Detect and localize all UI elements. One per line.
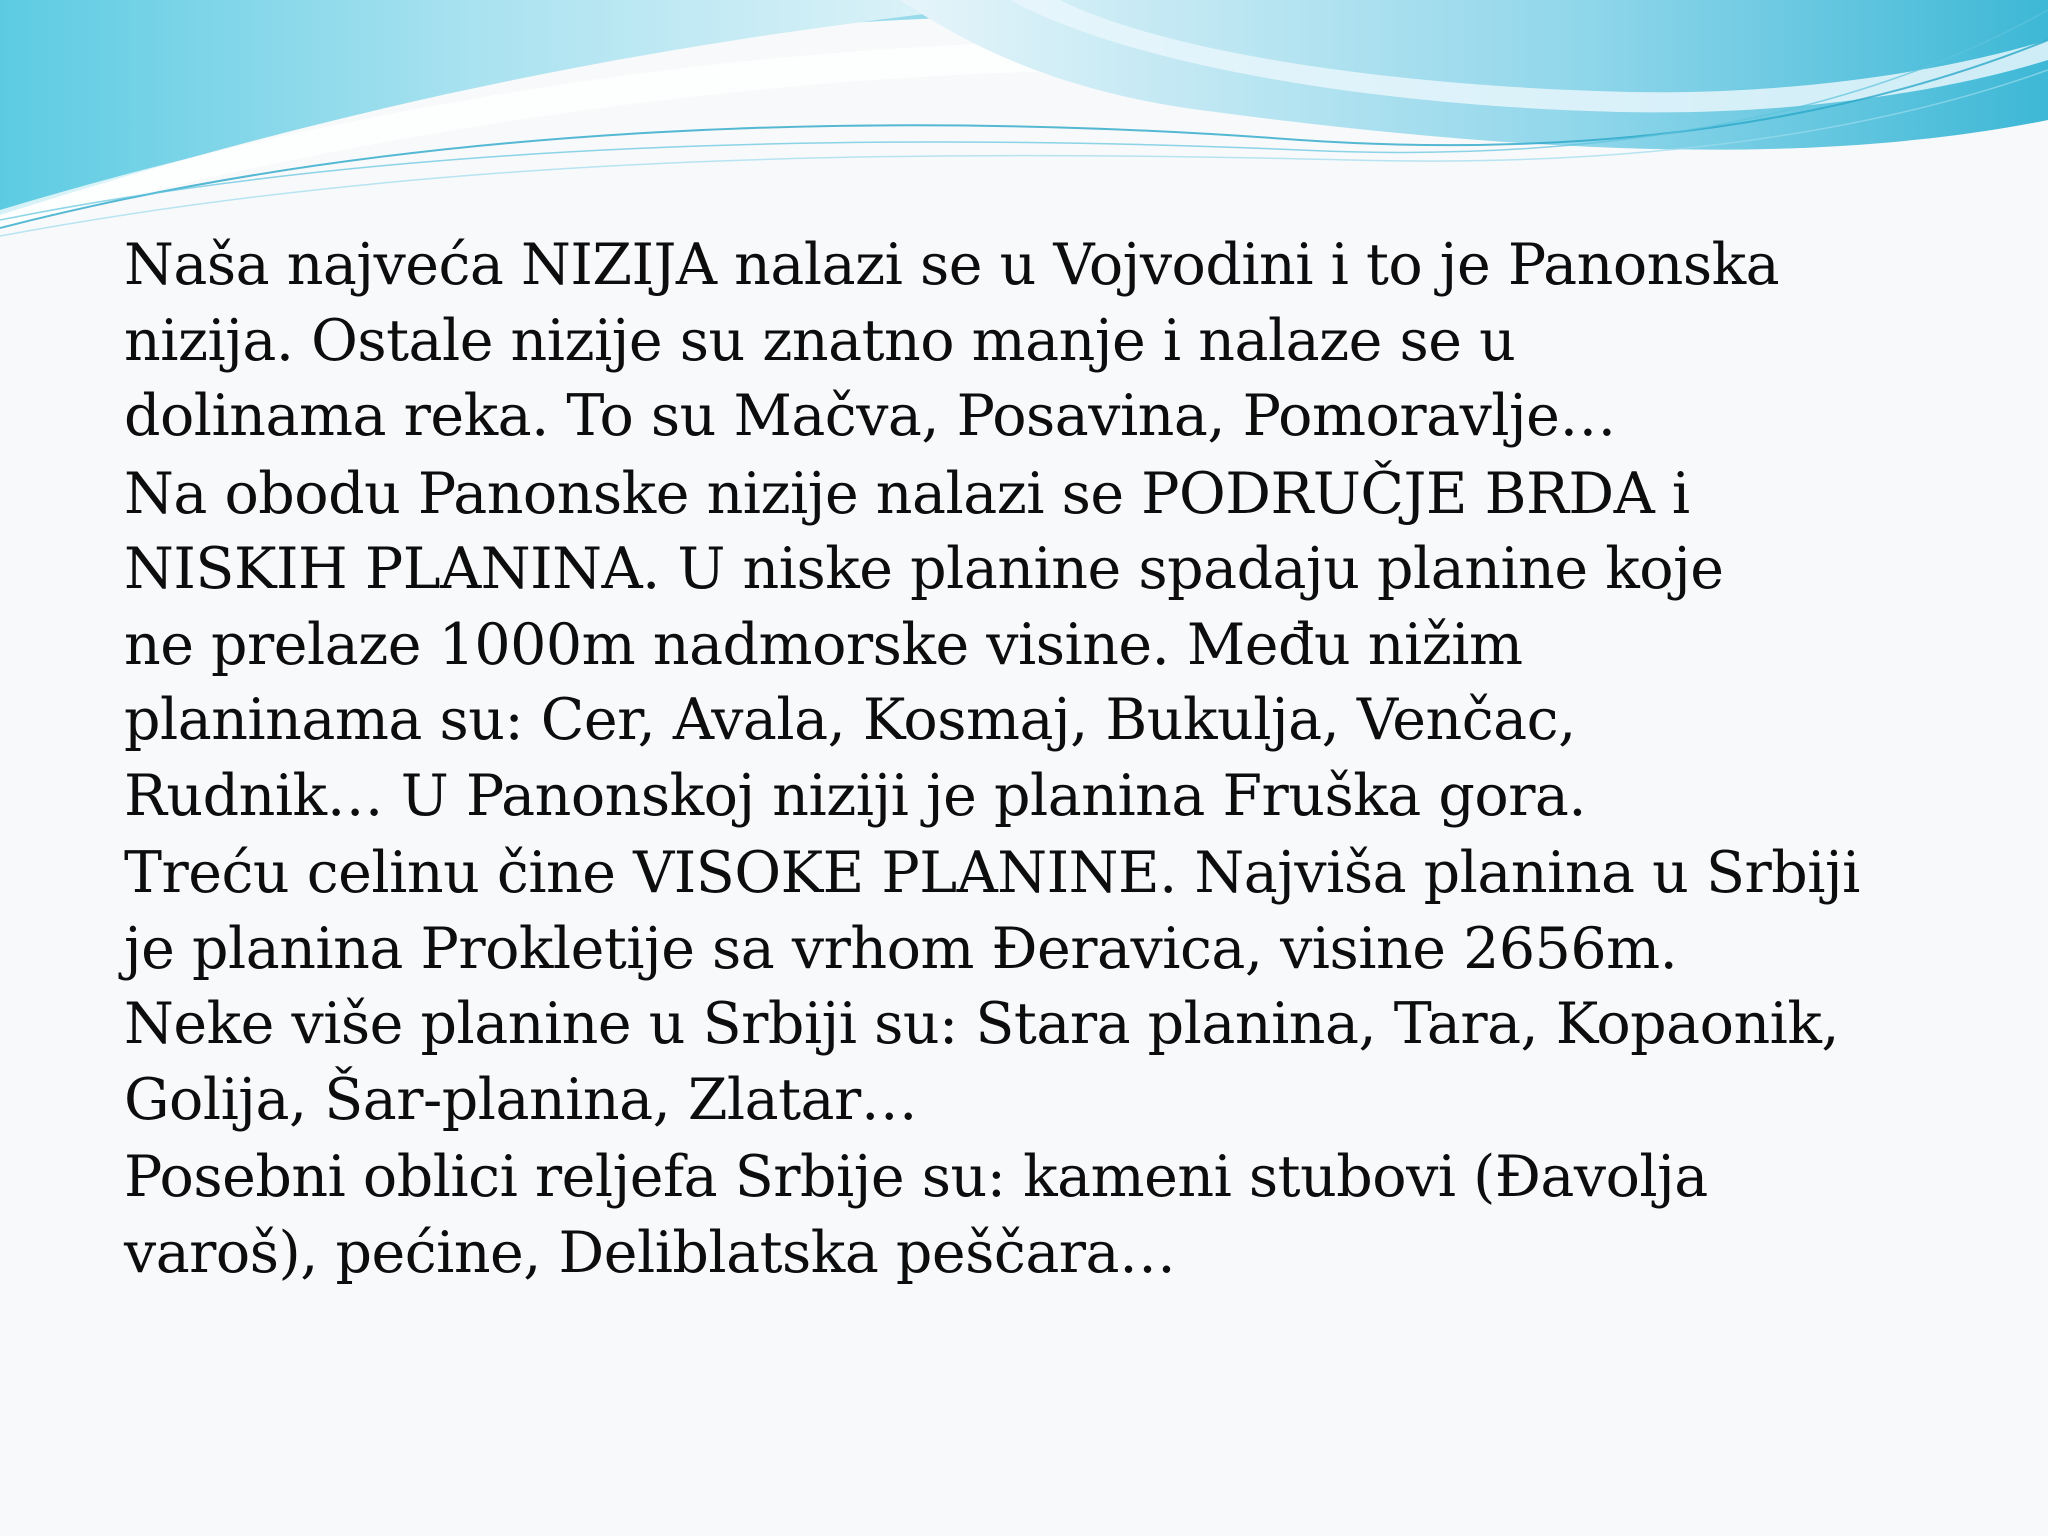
text-line: nizija. Ostale nizije su znatno manje i nalaze se u bbox=[124, 307, 1516, 374]
text-line: Na obodu Panonske nizije nalazi se PODRUČJE BRDA i bbox=[124, 460, 1690, 527]
text-line: Treću celinu čine VISOKE PLANINE. Najviša planina u Srbiji bbox=[124, 840, 1860, 906]
paragraph-brda bbox=[124, 457, 1974, 835]
header-wave-decoration bbox=[0, 0, 2048, 260]
text-line: Posebni oblici reljefa Srbije su: kameni stubovi (Đavolja bbox=[124, 1144, 1708, 1210]
text-line: je planina Prokletije sa vrhom Đeravica, visine 2656m. bbox=[124, 915, 1678, 982]
text-line: Golija, Šar-planina, Zlatar… bbox=[124, 1066, 918, 1133]
paragraph-visoke-planine bbox=[124, 836, 1974, 1138]
body-text bbox=[124, 228, 1974, 1293]
text-line: Neke više planine u Srbiji su: Stara planina, Tara, Kopaonik, bbox=[124, 991, 1840, 1057]
text-line: Rudnik… U Panonskoj niziji je planina Fruška gora. bbox=[124, 762, 1587, 829]
text-line: dolinama reka. To su Mačva, Posavina, Pomoravlje… bbox=[124, 383, 1616, 449]
text-line: ne prelaze 1000m nadmorske visine. Među nižim bbox=[124, 611, 1523, 678]
paragraph-nizije bbox=[124, 228, 1974, 455]
text-line: planinama su: Cer, Avala, Kosmaj, Bukulja, Venčac, bbox=[124, 687, 1576, 753]
text-line: NISKIH PLANINA. U niske planine spadaju planine koje bbox=[124, 536, 1724, 602]
paragraph-posebni-oblici bbox=[124, 1140, 1974, 1291]
text-line: Naša najveća NIZIJA nalazi se u Vojvodini i to je Panonska bbox=[124, 232, 1780, 298]
text-line: varoš), pećine, Deliblatska peščara… bbox=[124, 1219, 1176, 1286]
